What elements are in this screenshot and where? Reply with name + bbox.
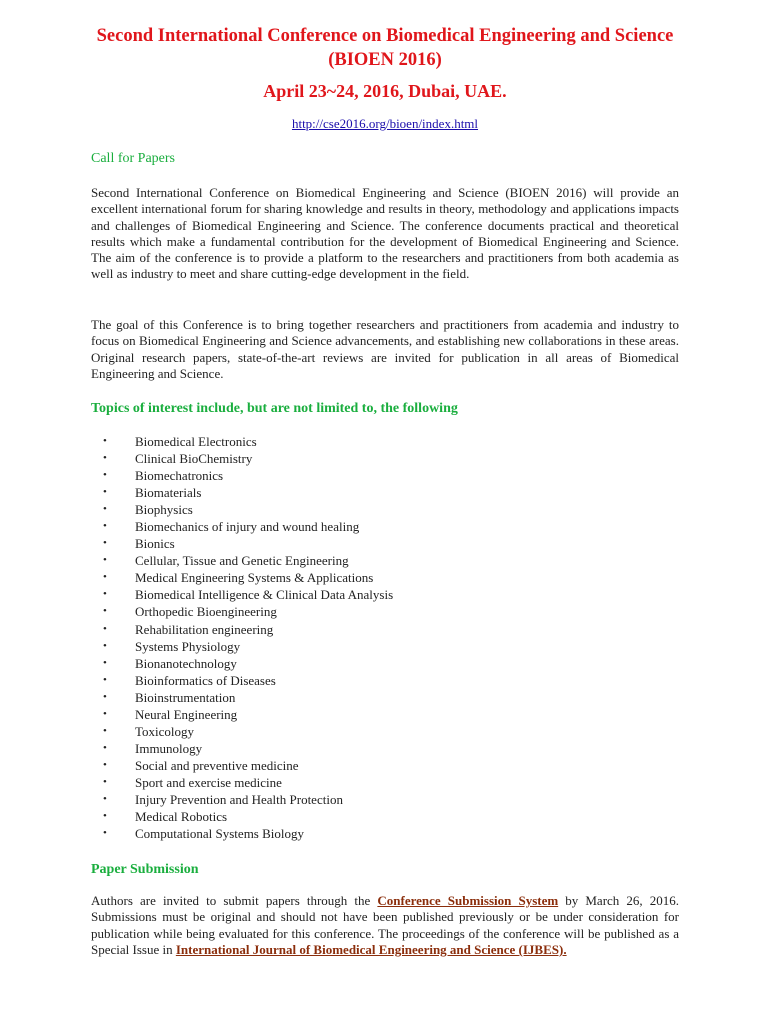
topic-label: Computational Systems Biology	[135, 826, 305, 842]
bullet-icon: •	[103, 639, 107, 652]
submission-text-middle: by March 26, 2016. Submissions must be original and should not have been published previously or be under consideration for publication while being evaluated for this conference. The proceedings of the conference will be published as a Special Issue in	[91, 893, 679, 957]
topic-label: Cellular, Tissue and Genetic Engineering	[135, 553, 349, 569]
topic-label: Injury Prevention and Health Protection	[135, 791, 343, 807]
journal-link[interactable]: International Journal of Biomedical Engineering and Science (IJBES).	[175, 941, 567, 957]
bullet-icon: •	[103, 452, 107, 465]
topic-list-item	[91, 774, 393, 791]
topic-label: Bionics	[135, 536, 175, 552]
bullet-icon: •	[103, 554, 107, 567]
topic-label: Medical Robotics	[135, 809, 228, 825]
topic-list-item	[91, 740, 393, 757]
bullet-icon: •	[103, 605, 107, 618]
topic-list-item	[91, 603, 393, 620]
topic-list-item	[91, 791, 393, 808]
topic-label: Neural Engineering	[135, 706, 238, 722]
bullet-icon: •	[103, 673, 107, 686]
submission-paragraph	[91, 893, 679, 958]
topic-list-item	[91, 586, 393, 603]
bullet-icon: •	[103, 707, 107, 720]
bullet-icon: •	[103, 537, 107, 550]
topic-list-item	[91, 689, 393, 706]
bullet-icon: •	[103, 469, 107, 482]
bullet-icon: •	[103, 503, 107, 516]
topic-list-item	[91, 808, 393, 825]
bullet-icon: •	[103, 571, 107, 584]
topic-list-item	[91, 638, 393, 655]
topic-list-item	[91, 655, 393, 672]
topic-label: Immunology	[135, 740, 203, 756]
topic-label: Orthopedic Bioengineering	[135, 604, 277, 620]
topic-list-item	[91, 484, 393, 501]
bullet-icon: •	[103, 486, 107, 499]
conference-title: Second International Conference on Biomedical Engineering and Science (BIOEN 2016)	[96, 26, 674, 70]
bullet-icon: •	[103, 656, 107, 669]
bullet-icon: •	[103, 758, 107, 771]
topic-list-item	[91, 467, 393, 484]
paper-submission-heading: Paper Submission	[91, 862, 199, 877]
bullet-icon: •	[103, 690, 107, 703]
topic-list-item	[91, 706, 393, 723]
bullet-icon: •	[103, 588, 107, 601]
topic-list-item	[91, 535, 393, 552]
topic-label: Sport and exercise medicine	[135, 774, 282, 790]
conference-url-link[interactable]: http://cse2016.org/bioen/index.html	[291, 116, 479, 131]
topic-label: Bionanotechnology	[135, 655, 237, 671]
topic-list-item	[91, 723, 393, 740]
call-for-papers-heading: Call for Papers	[91, 151, 175, 166]
conference-url-line	[90, 116, 680, 132]
topic-label: Biomechatronics	[135, 468, 224, 484]
topic-label: Toxicology	[135, 723, 195, 739]
topic-label: Bioinformatics of Diseases	[135, 672, 276, 688]
topic-list-item	[91, 825, 393, 842]
topic-label: Medical Engineering Systems & Applications	[135, 570, 374, 586]
bullet-icon: •	[103, 827, 107, 840]
topic-label: Biomaterials	[135, 485, 202, 501]
bullet-icon: •	[103, 775, 107, 788]
bullet-icon: •	[103, 435, 107, 447]
bullet-icon: •	[103, 724, 107, 737]
bullet-icon: •	[103, 792, 107, 805]
topic-label: Biophysics	[135, 502, 193, 518]
topics-list	[91, 433, 393, 842]
intro-paragraph: Second International Conference on Biomedical Engineering and Science (BIOEN 2016) will provide an excellent international forum for sharing knowledge and results in theory, methodology and applications impacts and challenges of Biomedical Engineering and Science. The conference documents practical and theoretical results which make a fundamental contribution for the development of Biomedical Engineering and Science. The aim of the conference is to provide a platform to the researchers and practitioners from both academia as well as industry to meet and share cutting-edge development in the field.	[91, 185, 679, 282]
topic-list-item	[91, 672, 393, 689]
topic-label: Clinical BioChemistry	[135, 451, 253, 467]
topic-list-item	[91, 450, 393, 467]
topic-list-item	[91, 501, 393, 518]
topic-label: Bioinstrumentation	[135, 689, 236, 705]
topic-label: Biomedical Electronics	[135, 434, 257, 449]
topic-list-item	[91, 552, 393, 569]
topic-label: Systems Physiology	[135, 638, 241, 654]
topic-list-item	[91, 757, 393, 774]
submission-text-start: Authors are invited to submit papers through the	[91, 893, 378, 908]
topic-label: Biomedical Intelligence & Clinical Data Analysis	[135, 587, 394, 603]
topic-list-item	[91, 433, 393, 450]
bullet-icon: •	[103, 810, 107, 823]
topic-list-item	[91, 621, 393, 638]
bullet-icon: •	[103, 622, 107, 635]
bullet-icon: •	[103, 520, 107, 533]
topic-list-item	[91, 569, 393, 586]
submission-system-link[interactable]: Conference Submission System	[377, 893, 559, 908]
topic-label: Rehabilitation engineering	[135, 621, 274, 637]
topic-list-item	[91, 518, 393, 535]
topics-heading: Topics of interest include, but are not limited to, the following	[91, 401, 458, 416]
topic-label: Biomechanics of injury and wound healing	[135, 519, 360, 535]
goal-paragraph: The goal of this Conference is to bring together researchers and practitioners from academia and industry to focus on Biomedical Engineering and Science advancements, and establishing new collaborations in these areas. Original research papers, state-of-the-art reviews are invited for publication in all areas of Biomedical Engineering and Science.	[91, 317, 679, 381]
bullet-icon: •	[103, 741, 107, 754]
topic-label: Social and preventive medicine	[135, 757, 299, 773]
conference-dates: April 23~24, 2016, Dubai, UAE.	[263, 81, 507, 101]
